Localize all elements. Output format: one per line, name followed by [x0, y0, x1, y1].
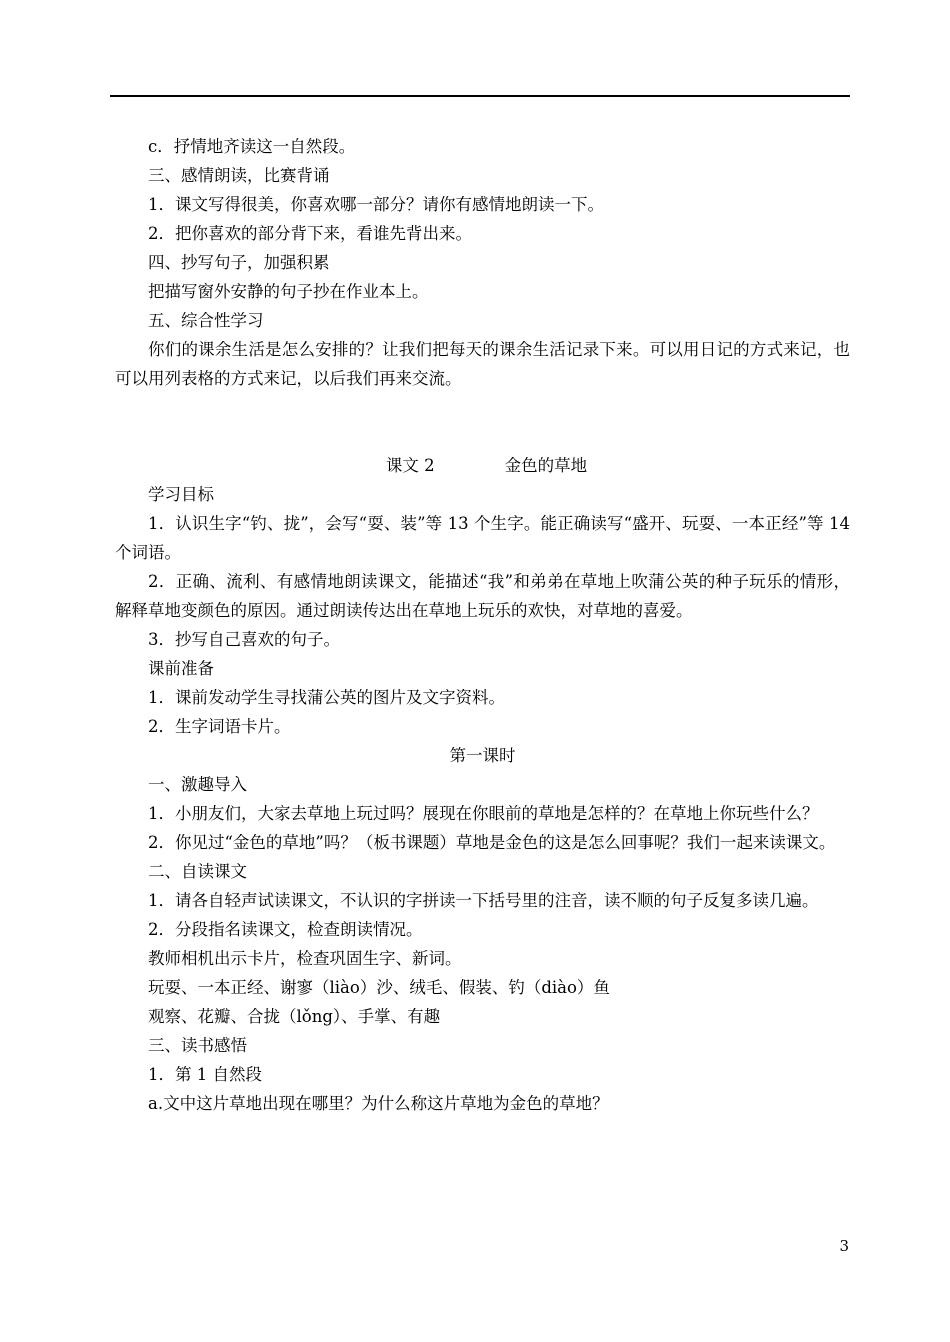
section-heading: 四、抄写句子，加强积累	[148, 253, 330, 272]
paragraph: 1．第 1 自然段	[148, 1065, 262, 1084]
lesson-number: 课文 2	[385, 456, 435, 475]
section-heading: 课前准备	[148, 659, 214, 678]
header-rule	[110, 95, 850, 97]
paragraph: 1．认识生字“钓、拢”，会写“耍、装”等 13 个生字。能正确读写“盛开、玩耍、一本正经”等 14 个词语。	[115, 514, 850, 562]
section-heading: 二、自读课文	[148, 862, 247, 881]
paragraph: 3．抄写自己喜欢的句子。	[148, 630, 340, 649]
vocabulary-line: 观察、花瓣、合拢（lǒng）、手掌、有趣	[148, 1007, 441, 1026]
paragraph: 1．课文写得很美，你喜欢哪一部分？请你有感情地朗读一下。	[148, 195, 604, 214]
lesson-heading	[115, 451, 850, 480]
section-heading: 一、激趣导入	[148, 775, 247, 794]
paragraph: 2．你见过“金色的草地”吗？（板书课题）草地是金色的这是怎么回事呢？我们一起来读课文。	[148, 833, 836, 852]
lesson-title: 金色的草地	[504, 456, 588, 475]
paragraph: 把描写窗外安静的句子抄在作业本上。	[148, 282, 429, 301]
paragraph: 1．小朋友们，大家去草地上玩过吗？展现在你眼前的草地是怎样的？在草地上你玩些什么？	[148, 804, 819, 823]
period-title: 第一课时	[449, 746, 516, 765]
vocabulary-line: 玩耍、一本正经、谢寥（liào）沙、绒毛、假装、钓（diào）鱼	[148, 978, 610, 997]
paragraph: 2．分段指名读课文，检查朗读情况。	[148, 920, 423, 939]
paragraph: c．抒情地齐读这一自然段。	[148, 137, 356, 156]
section-heading: 三、感情朗读，比赛背诵	[148, 166, 330, 185]
paragraph: a.文中这片草地出现在哪里？为什么称这片草地为金色的草地？	[148, 1094, 609, 1113]
section-heading: 学习目标	[148, 485, 214, 504]
paragraph: 2．生字词语卡片。	[148, 717, 291, 736]
document-body	[115, 132, 850, 1118]
paragraph: 2．正确、流利、有感情地朗读课文，能描述“我”和弟弟在草地上吹蒲公英的种子玩乐的情形，解释草地变颜色的原因。通过朗读传达出在草地上玩乐的欢快，对草地的喜爱。	[115, 572, 850, 620]
section-heading: 五、综合性学习	[148, 311, 264, 330]
paragraph: 1．请各自轻声试读课文，不认识的字拼读一下括号里的注音，读不顺的句子反复多读几遍。	[148, 891, 819, 910]
paragraph: 教师相机出示卡片，检查巩固生字、新词。	[148, 949, 462, 968]
paragraph: 你们的课余生活是怎么安排的？让我们把每天的课余生活记录下来。可以用日记的方式来记，也可以用列表格的方式来记，以后我们再来交流。	[115, 340, 850, 388]
paragraph: 2．把你喜欢的部分背下来，看谁先背出来。	[148, 224, 472, 243]
section-heading: 三、读书感悟	[148, 1036, 247, 1055]
page-number: 3	[839, 1237, 849, 1255]
paragraph: 1．课前发动学生寻找蒲公英的图片及文字资料。	[148, 688, 505, 707]
